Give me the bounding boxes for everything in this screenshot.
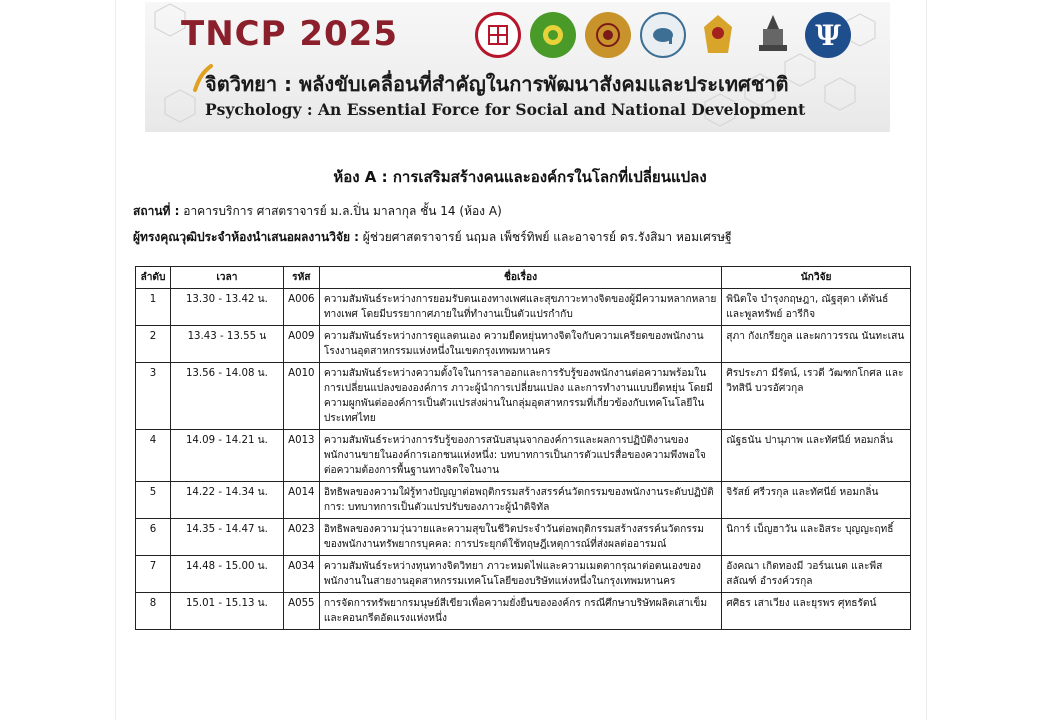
cell-no: 7: [136, 556, 171, 593]
cell-researchers: นิการ์ เบ็ญฮาวัน และอิสระ บุญญะฤทธิ์: [722, 519, 911, 556]
temple-emblem-icon: [750, 12, 796, 58]
cell-no: 2: [136, 326, 171, 363]
cell-time: 14.48 - 15.00 น.: [170, 556, 283, 593]
partner-logos: [475, 12, 851, 60]
cell-code: A055: [283, 593, 319, 630]
cell-no: 1: [136, 289, 171, 326]
cell-code: A010: [283, 363, 319, 430]
cell-researchers: ศศิธร เสาเวียง และยุรพร ศุทธรัตน์: [722, 593, 911, 630]
cell-researchers: ณัฐธนัน ปานุภาพ และทัศนีย์ หอมกลิ่น: [722, 430, 911, 482]
venue-value: อาคารบริการ ศาสตราจารย์ ม.ล.ปิ่น มาลากุล ชั้น 14 (ห้อง A): [179, 204, 502, 218]
cell-title: ความสัมพันธ์ระหว่างทุนทางจิตวิทยา ภาวะหมดไฟและความเมตตากรุณาต่อตนเองของพนักงานในสายงานอุตสาหกรรมเทคโนโลยีของบริษัทแห่งหนึ่งในกรุงเทพมหานคร: [319, 556, 721, 593]
schedule-table: [135, 266, 911, 630]
cell-researchers: ศิรประภา มีรัตน์, เรวดี วัฒฑกโกศล และวิทสินี บวรอัศวกุล: [722, 363, 911, 430]
cell-title: อิทธิพลของความใฝ่รู้ทางปัญญาต่อพฤติกรรมสร้างสรรค์นวัตกรรมของพนักงานระดับปฏิบัติการ: บทบาทการเป็นตัวแปรปรับของภาวะผู้นำดิจิทัล: [319, 482, 721, 519]
gold-seal-icon: [585, 12, 631, 58]
cell-title: ความสัมพันธ์ระหว่างการรับรู้ของการสนับสนุนจากองค์การและผลการปฏิบัติงานของพนักงานขายในองค์การเอกชนแห่งหนึ่ง: บทบาทการเป็นการตัวแปรสื่อของความพึงพอใจต่อความต้องการพื้นฐานทางจิตใจในงาน: [319, 430, 721, 482]
conference-banner: [145, 2, 890, 132]
cell-time: 14.09 - 14.21 น.: [170, 430, 283, 482]
header-code: รหัส: [283, 267, 319, 289]
cell-code: A006: [283, 289, 319, 326]
cell-title: ความสัมพันธ์ระหว่างความตั้งใจในการลาออกและการรับรู้ของพนักงานต่อความพร้อมในการเปลี่ยนแปลงขององค์การ ภาวะผู้นำการเปลี่ยนแปลง และการทำงานแบบยืดหยุ่น โดยมีความผูกพันต่อองค์การเป็นตัวแปรส่งผ่านในกลุ่มอุตสาหกรรมที่เกี่ยวข้องกับเทคโนโลยีในประเทศไทย: [319, 363, 721, 430]
university-seal-icon: [475, 12, 521, 58]
venue-line: [133, 202, 502, 221]
cell-researchers: สุภา กังเกรียกูล และผกาวรรณ นันทะเสน: [722, 326, 911, 363]
header-title: ชื่อเรื่อง: [319, 267, 721, 289]
cell-time: 14.35 - 14.47 น.: [170, 519, 283, 556]
table-row: [136, 482, 911, 519]
header-no: ลำดับ: [136, 267, 171, 289]
table-row: [136, 593, 911, 630]
chair-value: ผู้ช่วยศาสตราจารย์ นฤมล เพ็ชร์ทิพย์ และอาจารย์ ดร.รังสิมา หอมเศรษฐี: [358, 230, 732, 244]
cell-code: A013: [283, 430, 319, 482]
cell-code: A009: [283, 326, 319, 363]
cell-code: A023: [283, 519, 319, 556]
psi-symbol-icon: Ψ: [805, 12, 851, 58]
cell-code: A014: [283, 482, 319, 519]
cell-time: 13.56 - 14.08 น.: [170, 363, 283, 430]
golden-crest-icon: [695, 12, 741, 58]
table-row: [136, 289, 911, 326]
cell-no: 6: [136, 519, 171, 556]
cell-no: 8: [136, 593, 171, 630]
venue-label: สถานที่ :: [133, 204, 180, 218]
cell-researchers: จิรัสย์ ศรีวรกุล และทัศนีย์ หอมกลิ่น: [722, 482, 911, 519]
header-time: เวลา: [170, 267, 283, 289]
cell-code: A034: [283, 556, 319, 593]
table-header-row: [136, 267, 911, 289]
green-emblem-icon: [530, 12, 576, 58]
cell-no: 4: [136, 430, 171, 482]
header-researchers: นักวิจัย: [722, 267, 911, 289]
elephant-emblem-icon: [640, 12, 686, 58]
conference-title: TNCP 2025: [181, 14, 398, 54]
theme-thai: จิตวิทยา : พลังขับเคลื่อนที่สำคัญในการพัฒนาสังคมและประเทศชาติ: [205, 72, 789, 96]
cell-researchers: พินิตใจ บำรุงกฤษฎา, ณัฐสุดา เต้พันธ์ และพูลทรัพย์ อารีกิจ: [722, 289, 911, 326]
cell-time: 14.22 - 14.34 น.: [170, 482, 283, 519]
cell-time: 13.30 - 13.42 น.: [170, 289, 283, 326]
cell-time: 13.43 - 13.55 น: [170, 326, 283, 363]
theme-english: Psychology : An Essential Force for Social and National Development: [205, 100, 806, 119]
cell-title: การจัดการทรัพยากรมนุษย์สีเขียวเพื่อความยั่งยืนขององค์กร กรณีศึกษาบริษัทผลิตเสาเข็มและคอนกรีตอัดแรงแห่งหนึ่ง: [319, 593, 721, 630]
room-title: ห้อง A : การเสริมสร้างคนและองค์กรในโลกที่เปลี่ยนแปลง: [333, 168, 707, 186]
cell-no: 3: [136, 363, 171, 430]
cell-title: อิทธิพลของความวุ่นวายและความสุขในชีวิตประจำวันต่อพฤติกรรมสร้างสรรค์นวัตกรรมของพนักงานทรัพยากรบุคคล: การประยุกต์ใช้ทฤษฎีเหตุการณ์ที่ส่งผลต่ออารมณ์: [319, 519, 721, 556]
table-row: [136, 519, 911, 556]
table-row: [136, 326, 911, 363]
cell-title: ความสัมพันธ์ระหว่างการดูแลตนเอง ความยืดหยุ่นทางจิตใจกับความเครียดของพนักงานโรงงานอุตสาหกรรมแห่งหนึ่งในเขตกรุงเทพมหานคร: [319, 326, 721, 363]
chair-label: ผู้ทรงคุณวุฒิประจำห้องนำเสนอผลงานวิจัย :: [133, 230, 359, 244]
table-row: [136, 430, 911, 482]
cell-no: 5: [136, 482, 171, 519]
table-row: [136, 556, 911, 593]
cell-time: 15.01 - 15.13 น.: [170, 593, 283, 630]
chair-line: [133, 228, 732, 247]
cell-researchers: อังคณา เกิดทองมี วอร์นเนต และพีสสลัณฑ์ อำรงค์วรกุล: [722, 556, 911, 593]
cell-title: ความสัมพันธ์ระหว่างการยอมรับตนเองทางเพศและสุขภาวะทางจิตของผู้มีความหลากหลายทางเพศ โดยมีบรรยากาศภายในที่ทำงานเป็นตัวแปรกำกับ: [319, 289, 721, 326]
table-row: [136, 363, 911, 430]
